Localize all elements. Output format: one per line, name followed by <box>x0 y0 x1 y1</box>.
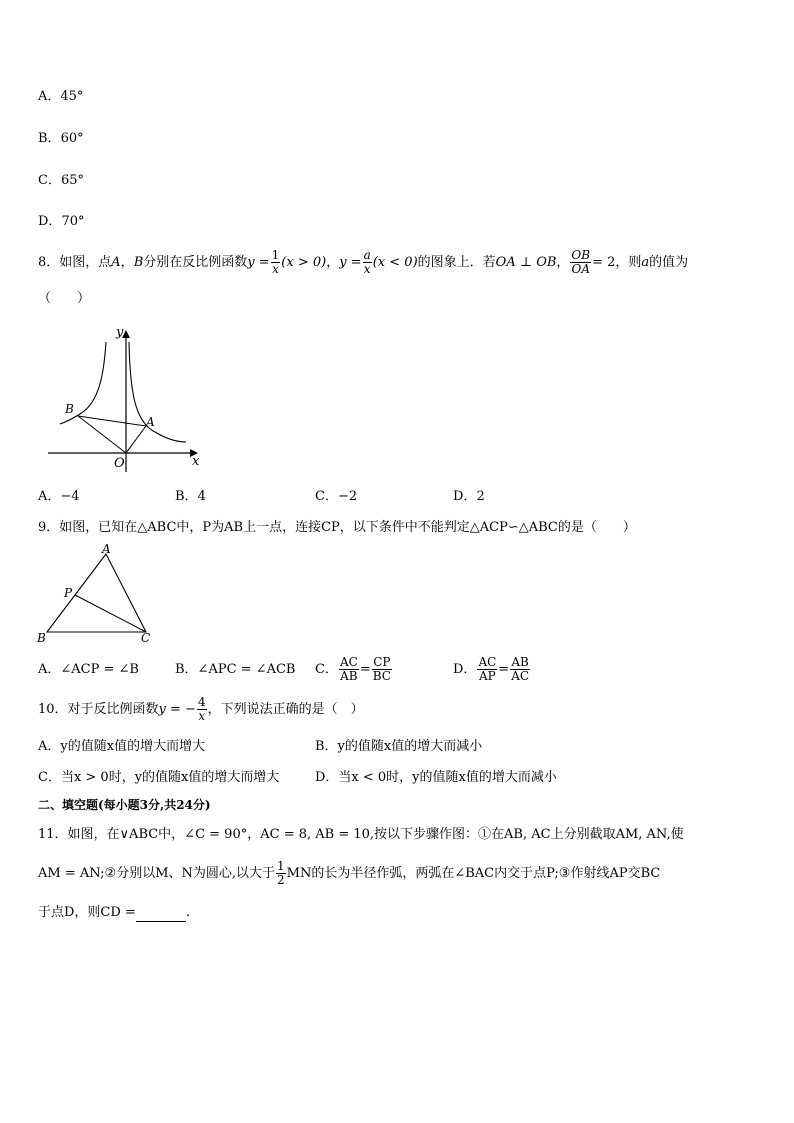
q10-y: y = − <box>158 702 196 717</box>
q8-stem <box>38 246 688 280</box>
q7-option-d-letter: D． <box>38 214 62 229</box>
q8-f2-den: x <box>363 262 371 276</box>
q9-d-d1: AP <box>478 669 496 683</box>
q7-option-c-text: 65° <box>60 173 84 188</box>
q9-c-d2: BC <box>372 669 391 683</box>
q11-line2-b: MN的长为半径作弧，两弧在∠BAC内交于点P;③作射线AP交BC <box>286 866 661 881</box>
q8-option-b <box>175 488 206 506</box>
q7-option-d-text: 70° <box>61 214 85 229</box>
q10-fraction <box>197 696 207 723</box>
q7-option-b-text: 60° <box>60 131 84 146</box>
label-x: x <box>192 454 200 469</box>
q9-c-frac1 <box>339 656 359 683</box>
q8-comma2: ， <box>556 255 570 270</box>
q8-point-b: B <box>133 255 144 270</box>
q8-f1-num: 1 <box>271 248 280 262</box>
q8-text1: 分别在反比例函数 <box>143 255 248 270</box>
q11-line2 <box>38 856 660 892</box>
q9-option-d-letter: D． <box>453 662 477 677</box>
q8-fraction-2 <box>363 249 372 276</box>
label-y: y <box>116 325 124 340</box>
q11-line3 <box>38 904 190 922</box>
q9-d-frac2 <box>510 656 530 683</box>
q11-answer-blank[interactable] <box>136 907 186 922</box>
q8-text3: ，则 <box>615 255 642 270</box>
q8-option-d-letter: D． <box>453 489 477 504</box>
q8-f1-den: x <box>272 262 279 276</box>
q8-fraction-1 <box>271 249 281 276</box>
q10-f-den: x <box>198 709 206 723</box>
q11-line3-text: 于点D，则CD = <box>38 905 136 920</box>
q8-y1: y = <box>247 255 270 270</box>
q8-cond2: (x < 0) <box>372 255 418 270</box>
q9-option-a: A．∠ACP = ∠B <box>38 662 139 677</box>
q8-option-a-text: −4 <box>60 489 80 504</box>
q11-line2-a: AM = AN;②分别以M、N为圆心,以大于 <box>38 866 276 881</box>
q8-text2: 的图象上．若 <box>417 255 496 270</box>
q8-option-c-text: −2 <box>337 489 358 504</box>
segment-ba <box>78 416 146 426</box>
label-a: A <box>102 542 111 556</box>
section-2-title: 二、填空题(每小题3分,共24分) <box>38 798 211 812</box>
q7-option-b-letter: B． <box>38 131 61 146</box>
q9-d-n1: AC <box>478 655 497 669</box>
q8-graph <box>40 322 210 477</box>
q8-option-c <box>315 488 357 506</box>
q8-option-d-text: 2 <box>476 489 485 504</box>
q10-stem <box>38 692 364 728</box>
q9-d-n2: AB <box>511 655 529 669</box>
q8-option-a-letter: A． <box>38 489 61 504</box>
q7-option-a-text: 45° <box>60 89 84 104</box>
curve-right-branch <box>129 342 186 442</box>
q8-option-c-letter: C． <box>315 489 338 504</box>
q11-end: . <box>185 905 190 920</box>
q9-d-eq: = <box>498 662 510 677</box>
segment-pc <box>75 595 146 632</box>
q8-f2-num: a <box>363 248 371 262</box>
q11-line1: 11．如图，在∨ABC中，∠C = 90°，AC = 8, AB = 10,按以下步骤作图：①在AB, AC上分别截取AM, AN,使 <box>38 827 684 842</box>
q9-option-b: B．∠APC = ∠ACB <box>175 662 296 677</box>
q9-c-d1: AB <box>340 669 358 683</box>
q7-option-a-letter: A． <box>38 89 61 104</box>
q10-option-b: B．y的值随x值的增大而减小 <box>315 739 483 754</box>
q9-option-d <box>453 650 531 690</box>
q7-option-c-letter: C． <box>38 173 61 188</box>
q8-option-b-text: 4 <box>197 489 206 504</box>
q11-fraction <box>276 860 286 887</box>
q8-sep: ， <box>120 255 134 270</box>
q10-option-c: C．当x > 0时，y的值随x值的增大而增大 <box>38 770 280 785</box>
q8-cond1: (x > 0) <box>281 255 327 270</box>
q8-y2: y = <box>339 255 362 270</box>
q9-stem: 9．如图，已知在△ABC中，P为AB上一点，连接CP，以下条件中不能判定△ACP∽△ABC的是（ ） <box>38 520 636 535</box>
q11-f-den: 2 <box>277 873 285 887</box>
q9-option-c-letter: C． <box>315 662 338 677</box>
q10-option-a: A．y的值随x值的增大而增大 <box>38 739 206 754</box>
q10-prefix: 10．对于反比例函数 <box>38 702 159 717</box>
q8-f3-den: OA <box>571 262 590 276</box>
q8-option-d <box>453 488 485 506</box>
q8-option-a <box>38 488 80 506</box>
q8-text4: 的值为 <box>649 255 689 270</box>
q10-f-num: 4 <box>197 695 206 709</box>
q8-perp: OA ⊥ OB <box>495 255 557 270</box>
q9-d-d2: AC <box>511 669 530 683</box>
q9-c-n1: AC <box>339 655 358 669</box>
q8-option-b-letter: B． <box>175 489 198 504</box>
label-p: P <box>64 586 73 600</box>
q9-option-c <box>315 650 393 690</box>
label-b: B <box>65 402 74 416</box>
triangle-abc <box>47 554 146 632</box>
q8-prefix: 8．如图，点 <box>38 255 112 270</box>
q11-f-num: 1 <box>277 859 285 873</box>
label-c: C <box>141 631 151 645</box>
q8-f3-num: OB <box>571 248 591 262</box>
q9-c-n2: CP <box>373 655 391 669</box>
label-a: A <box>146 415 155 429</box>
label-b: B <box>37 631 46 645</box>
q9-c-eq: = <box>359 662 371 677</box>
q9-c-frac2 <box>372 656 392 683</box>
q7-option-c <box>38 172 84 190</box>
segment-oa <box>126 426 146 453</box>
q8-paren: （ ） <box>38 291 91 306</box>
q9-triangle-figure <box>34 542 164 646</box>
q7-option-d <box>38 213 84 231</box>
q7-option-a <box>38 88 83 106</box>
q10-option-d: D．当x < 0时，y的值随x值的增大而减小 <box>315 770 557 785</box>
q9-d-frac1 <box>477 656 497 683</box>
label-o: O <box>114 456 125 471</box>
q10-suffix: ，下列说法正确的是（ ） <box>207 702 364 717</box>
q7-option-b <box>38 130 84 148</box>
q8-point-a: A <box>111 255 121 270</box>
q8-comma: ， <box>326 255 340 270</box>
q8-a: a <box>641 255 650 270</box>
q8-fraction-3 <box>570 249 591 276</box>
q8-eq2: = 2 <box>592 255 616 270</box>
